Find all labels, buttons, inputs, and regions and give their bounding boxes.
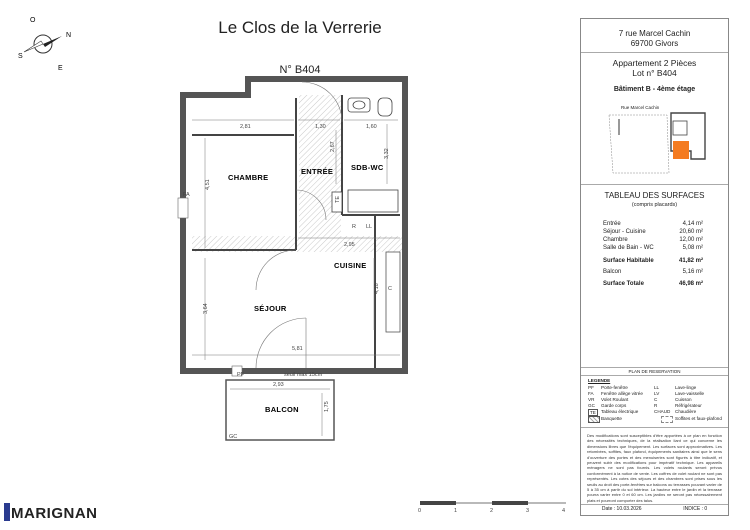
surfaces-subtitle: (compris placards): [631, 202, 678, 208]
surfaces-title: TABLEAU DES SURFACES: [604, 191, 705, 200]
apartment-type: Appartement 2 Pièces: [612, 58, 697, 68]
label-pf: PF: [237, 372, 245, 378]
disclaimer-notes: Des modifications sont susceptibles d'être apportées à ce plan en fonction des nécessités techniques, de la réalisation liant ce qui concerne les dimensions libres que l'équipement. Les surfaces sont approximatives. Les retombées, soffites, faux plafond, équipements sanitaires ainsi que le sens d'ouverture des portes et des menuiseries sont figurés à titre indicatif, et peuvent subir des modifications pour impératif technique. Les appareils ménagers ne sont pas fournis. Les volets roulants seront prévus conformément à la notice de vente. Les coffres de volet roulant ne sont pas représentés. Les cotes des séjours et des chambres sont prises sous les seuils au droit des porte-fenêtres sur balcons ou terrasses pouvant varier de 5 à 35 cm à partir du sol intérieur. La hauteur entre le jardin et la terrasse pourra varier entre 0 et 60 cm. Les jardins ne seront pas nécessairement plats et pourront comporter des talus.: [587, 433, 722, 503]
label-c: C: [388, 286, 392, 292]
lot-id: Lot n° B404: [632, 68, 677, 78]
address-line-1: 7 rue Marcel Cachin: [618, 29, 691, 38]
surface-row: Séjour - Cuisine 20,60 m²: [603, 229, 703, 235]
location-map: [607, 101, 707, 179]
surface-row: Salle de Bain - WC 5,08 m²: [603, 245, 703, 251]
building-floor: Bâtiment B - 4ème étage: [613, 86, 696, 93]
threshold-note: seuil max 15cm: [284, 372, 323, 378]
page-title: Le Clos de la Verrerie: [218, 18, 382, 37]
street-name: Rue Marcel Cachin: [621, 105, 660, 110]
scale-bar: [418, 501, 566, 514]
dim-1-30: 1,30: [315, 124, 326, 130]
dim-1-75: 1,75: [324, 401, 330, 412]
plan-date: Date : 10.03.2026: [601, 506, 642, 512]
dim-2-93: 2,93: [273, 382, 284, 388]
marignan-logo-icon: [4, 503, 10, 521]
dim-3-32: 3,32: [384, 148, 390, 159]
scale-2: 2: [490, 508, 494, 514]
footer: [581, 506, 728, 512]
room-sejour: SÉJOUR: [254, 304, 287, 313]
label-te: TE: [335, 195, 341, 203]
plan-title: PLAN DE RESERVATION: [628, 369, 681, 374]
label-gc: GC: [229, 434, 238, 440]
lot-number: N° B404: [279, 64, 321, 76]
dim-3-64: 3,64: [203, 303, 209, 314]
room-sdb: SDB-WC: [351, 163, 384, 172]
surface-row: Entrée 4,14 m²: [603, 221, 703, 227]
scale-1: 1: [454, 508, 458, 514]
compass-e: E: [58, 65, 63, 72]
scale-0: 0: [418, 508, 422, 514]
soffite-swatch: [661, 416, 673, 423]
plan-indice: INDICE : 0: [683, 506, 708, 512]
label-r: R: [352, 224, 356, 230]
compass-icon: [18, 17, 71, 72]
compass-o: O: [30, 17, 36, 24]
scale-4: 4: [562, 508, 566, 514]
surface-row: Chambre 12,00 m²: [603, 237, 703, 243]
dim-5-81: 5,81: [292, 346, 303, 352]
legend-title: LEGENDE: [588, 378, 611, 383]
info-panel: 7 rue Marcel Cachin 69700 Givors Appartement 2 Pièces Lot n° B404 Bâtiment B - 4ème étage Rue Marcel Cachin TABLEAU DES SURFACES (compris placards) Entrée 4,14 m² Séjour - Cuisine 20,60 m² Chambre 12,00 m² Salle de Bain - WC 5,08 m² Surface Habitable 41,82 m² Balcon 5,16 m² Surface Totale 46,98 m² PLAN DE RESERVATION LEGENDE PF Porte-fenêtre LL Lave-linge FA Fenêtre allège vitrée LV Lave-vaisselle VR Volet Roulant C Cuisson GC Garde corps R Réfrigérateur TE Tableau électrique CHAUD Chaudière Banquette Soffites et faux-plafond Des modifications sont susceptibles d'être apportées à ce plan en fonction des nécessités techniques, de la réalisation liant ce qui concerne les dimensions libres que l'équipement. Les surfaces sont approximatives. Les retombées, soffites, faux plafond, équipements sanitaires ainsi que le sens d'ouverture des portes et des menuiseries sont figurés à titre indicatif, et peuvent subir des modifications pour impératif technique. Les appareils ménagers ne sont pas fournis. Les volets roulants seront prévus conformément à la notice de vente. Les coffres de volet roulant ne sont pas représentés. Les cotes des séjours et des chambres sont prises sous les seuils au droit des porte-fenêtres sur balcons ou terrasses pouvant varier de 5 à 35 cm à partir du sol intérieur. La hauteur entre le jardin et la terrasse pourra varier entre 0 et 60 cm. Les jardins ne seront pas nécessairement plats et pourront comporter des talus. Date : 10.03.2026 INDICE : 0: [580, 18, 729, 516]
room-cuisine: CUISINE: [334, 261, 367, 270]
banquette-swatch: [588, 416, 600, 423]
label-fa: FA: [183, 192, 190, 198]
dim-2-95: 2,95: [344, 242, 355, 248]
address-line-2: 69700 Givors: [630, 39, 679, 48]
dim-4-18: 4,18: [374, 283, 380, 294]
dim-2-81: 2,81: [240, 124, 251, 130]
dim-1-60: 1,60: [366, 124, 377, 130]
surface-habitable: Surface Habitable 41,82 m²: [603, 258, 703, 264]
dim-4-51: 4,51: [205, 179, 211, 190]
surface-balcon: Balcon 5,16 m²: [603, 269, 703, 275]
dim-2-67: 2,67: [330, 141, 336, 152]
room-entree: ENTRÉE: [301, 167, 334, 176]
label-ll: LL: [366, 224, 373, 230]
compass-s: S: [18, 53, 23, 60]
compass-n: N: [66, 32, 72, 39]
room-chambre: CHAMBRE: [228, 173, 269, 182]
brand-logo: MARIGNAN: [11, 505, 98, 522]
scale-3: 3: [526, 508, 530, 514]
room-balcon: BALCON: [265, 405, 299, 414]
surface-totale: Surface Totale 46,98 m²: [603, 281, 703, 287]
